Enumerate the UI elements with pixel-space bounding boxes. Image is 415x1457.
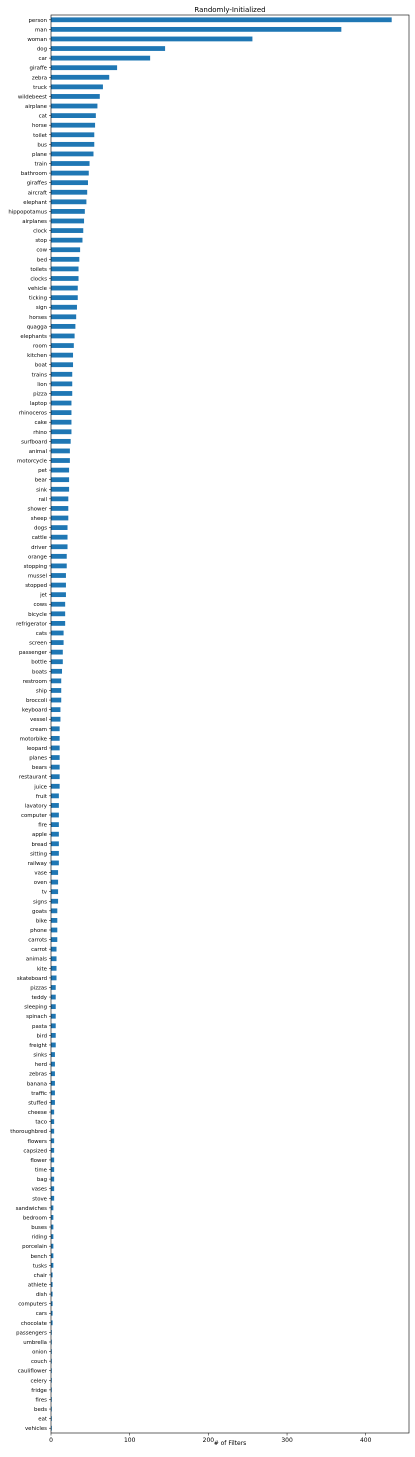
category-label: time — [34, 1167, 47, 1174]
category-label: cauliflower — [17, 1368, 47, 1375]
bar-aircraft — [51, 190, 87, 195]
bar-shower — [51, 506, 68, 511]
category-label: man — [35, 27, 47, 34]
category-label: eat — [38, 1416, 47, 1423]
bar-giraffe — [51, 65, 117, 70]
category-label: chocolate — [20, 1320, 47, 1327]
category-label: porcelain — [22, 1244, 47, 1251]
category-label: cows — [33, 602, 47, 609]
category-label: woman — [27, 36, 47, 43]
category-label: juice — [34, 784, 47, 791]
category-label: herd — [34, 1062, 47, 1069]
bar-screen — [51, 640, 64, 645]
bar-ticking — [51, 295, 78, 300]
bar-laptop — [51, 401, 71, 406]
category-label: cat — [38, 113, 47, 120]
bar-pizza — [51, 391, 72, 396]
category-label: boats — [32, 669, 47, 676]
category-label: bread — [31, 841, 47, 848]
bar-orange — [51, 554, 67, 559]
bar-stop — [51, 238, 82, 243]
bar-toilets — [51, 267, 79, 272]
bar-bench — [51, 1253, 53, 1258]
bar-bus — [51, 142, 94, 147]
bar-hippopotamus — [51, 209, 85, 214]
category-label: dish — [35, 1292, 47, 1299]
bar-bag — [51, 1177, 54, 1182]
category-label: cars — [35, 1311, 47, 1318]
category-label: buses — [31, 1225, 47, 1232]
category-label: signs — [33, 899, 47, 906]
bar-refrigerator — [51, 621, 65, 626]
bar-bathroom — [51, 171, 89, 176]
category-label: sink — [36, 487, 47, 494]
bar-carrots — [51, 937, 57, 942]
bar-bread — [51, 841, 59, 846]
category-label: thoroughbred — [10, 1129, 47, 1136]
bar-pasta — [51, 1023, 56, 1028]
bar-bird — [51, 1033, 56, 1038]
category-label: bed — [36, 257, 47, 264]
category-label: leopard — [26, 745, 47, 752]
category-label: dogs — [34, 525, 47, 532]
bar-elephants — [51, 334, 75, 339]
bar-skateboard — [51, 976, 57, 981]
category-label: celery — [30, 1378, 47, 1385]
category-label: cheese — [27, 1110, 47, 1117]
bar-cat — [51, 113, 96, 118]
category-label: railway — [27, 860, 47, 867]
category-label: ticking — [28, 295, 47, 302]
category-label: pizza — [33, 391, 47, 398]
bar-kitchen — [51, 353, 73, 358]
bar-stuffed — [51, 1100, 55, 1105]
bar-motorbike — [51, 736, 60, 741]
category-tick-labels — [8, 18, 51, 1432]
category-label: broccoli — [25, 698, 47, 705]
bar-cake — [51, 420, 71, 425]
category-label: bus — [37, 142, 47, 149]
category-label: apple — [32, 832, 47, 839]
category-label: oven — [33, 880, 47, 887]
category-label: sandwiches — [15, 1205, 47, 1212]
bar-leopard — [51, 746, 60, 751]
bar-clocks — [51, 276, 79, 281]
category-label: sleeping — [24, 1004, 47, 1011]
bar-rhino — [51, 429, 71, 434]
category-label: athlete — [27, 1282, 47, 1289]
bar-surfboard — [51, 439, 71, 444]
category-label: mussel — [27, 573, 47, 580]
category-label: airplanes — [22, 218, 47, 225]
bar-passenger — [51, 650, 63, 655]
category-label: cats — [35, 630, 47, 637]
bar-buses — [51, 1225, 53, 1230]
bar-carrot — [51, 947, 57, 952]
bar-room — [51, 343, 74, 348]
category-label: sign — [35, 305, 47, 312]
bar-lavatory — [51, 803, 59, 808]
bar-banana — [51, 1081, 55, 1086]
bar-animal — [51, 449, 70, 454]
bar-thoroughbred — [51, 1129, 54, 1134]
bar-sandwiches — [51, 1205, 53, 1210]
bar-vase — [51, 870, 58, 875]
category-label: kite — [36, 966, 47, 973]
category-label: phone — [30, 927, 47, 934]
bar-phone — [51, 928, 57, 933]
bar-tv — [51, 889, 58, 894]
category-label: lavatory — [24, 803, 47, 810]
category-label: animals — [25, 956, 47, 963]
bar-restaurant — [51, 774, 60, 779]
bar-cows — [51, 602, 65, 607]
bar-airplane — [51, 104, 97, 109]
category-label: rhino — [33, 429, 47, 436]
category-label: spinach — [26, 1014, 47, 1021]
x-axis — [49, 1433, 372, 1444]
category-label: stove — [32, 1196, 47, 1203]
bar-pizzas — [51, 985, 56, 990]
bar-flower — [51, 1158, 54, 1163]
category-label: aircraft — [27, 190, 47, 197]
bar-sign — [51, 305, 77, 310]
bar-time — [51, 1167, 54, 1172]
bar-planes — [51, 755, 60, 760]
bar-capsized — [51, 1148, 54, 1153]
bar-apple — [51, 832, 59, 837]
category-label: passenger — [18, 650, 47, 657]
bar-bedroom — [51, 1215, 53, 1220]
category-label: refrigerator — [16, 621, 47, 628]
category-label: dog — [36, 46, 47, 53]
category-label: vehicles — [24, 1426, 47, 1433]
bar-kite — [51, 966, 57, 971]
category-label: screen — [29, 640, 47, 647]
category-label: riding — [31, 1234, 47, 1241]
category-label: vehicle — [27, 286, 47, 293]
bar-oven — [51, 880, 58, 885]
category-label: vessel — [30, 717, 47, 724]
category-label: passengers — [16, 1330, 47, 1337]
category-label: elephant — [23, 199, 47, 206]
bar-fire — [51, 822, 59, 827]
category-label: teddy — [31, 995, 47, 1002]
bar-vessel — [51, 717, 60, 722]
category-label: cow — [36, 247, 47, 254]
category-label: bike — [35, 918, 47, 925]
bar-quagga — [51, 324, 75, 329]
x-tick-label: 200 — [202, 1437, 215, 1444]
bar-stopped — [51, 583, 66, 588]
bar-porcelain — [51, 1244, 53, 1249]
bar-taco — [51, 1119, 54, 1124]
category-label: bench — [30, 1253, 47, 1260]
category-label: capsized — [23, 1148, 47, 1155]
category-label: rhinoceros — [18, 410, 47, 417]
category-label: stopping — [23, 563, 47, 570]
bar-fruit — [51, 793, 59, 798]
category-label: bathroom — [20, 171, 47, 178]
bar-broccoli — [51, 698, 61, 703]
category-label: keyboard — [21, 707, 47, 714]
category-label: pet — [38, 468, 47, 475]
category-label: bicycle — [28, 611, 47, 618]
bar-sleeping — [51, 1004, 56, 1009]
category-label: zebra — [31, 75, 47, 82]
category-label: orange — [28, 554, 47, 561]
bar-sinks — [51, 1052, 55, 1057]
category-label: truck — [33, 84, 47, 91]
category-label: jet — [40, 592, 47, 599]
category-label: motorbike — [19, 736, 47, 743]
bar-horses — [51, 314, 76, 319]
category-label: stop — [35, 238, 47, 245]
x-axis-label: # of Filters — [213, 1440, 247, 1447]
bar-animals — [51, 956, 57, 961]
bar-signs — [51, 899, 58, 904]
category-label: pizzas — [30, 985, 47, 992]
bar-man — [51, 27, 341, 32]
category-label: room — [33, 343, 47, 350]
bar-stove — [51, 1196, 54, 1201]
bar-wildebeest — [51, 94, 100, 99]
bar-keyboard — [51, 707, 60, 712]
bar-bear — [51, 477, 69, 482]
bar-bears — [51, 765, 60, 770]
bar-sheep — [51, 516, 68, 521]
category-label: stopped — [25, 583, 47, 590]
x-tick-label: 400 — [359, 1437, 372, 1444]
bar-riding — [51, 1234, 53, 1239]
category-label: fire — [38, 822, 47, 829]
bars-group — [51, 17, 392, 1430]
category-label: restaurant — [18, 774, 47, 781]
category-label: zebras — [29, 1071, 47, 1078]
bar-zebras — [51, 1071, 55, 1076]
category-label: lion — [37, 381, 47, 388]
bar-airplanes — [51, 219, 84, 224]
bar-bicycle — [51, 611, 65, 616]
category-label: clocks — [30, 276, 47, 283]
category-label: vases — [31, 1186, 47, 1193]
category-label: freight — [29, 1042, 47, 1049]
x-tick-label: 100 — [123, 1437, 136, 1444]
category-label: kitchen — [27, 353, 47, 360]
category-label: goats — [32, 908, 47, 915]
category-label: giraffe — [29, 65, 47, 72]
bar-restroom — [51, 678, 61, 683]
bar-goats — [51, 908, 57, 913]
bar-railway — [51, 861, 59, 866]
bar-vases — [51, 1186, 54, 1191]
bar-cow — [51, 247, 80, 252]
category-label: fridge — [31, 1387, 47, 1394]
category-label: cake — [34, 420, 47, 427]
bar-train — [51, 161, 90, 166]
category-label: hippopotamus — [8, 209, 47, 216]
bar-stopping — [51, 564, 67, 569]
category-label: carrot — [31, 947, 47, 954]
category-label: vase — [34, 870, 47, 877]
bar-juice — [51, 784, 60, 789]
category-label: couch — [30, 1359, 47, 1366]
bar-pet — [51, 468, 69, 473]
category-label: bag — [36, 1177, 47, 1184]
bar-bottle — [51, 659, 63, 664]
plot-frame — [51, 15, 409, 1433]
category-label: wildebeest — [17, 94, 47, 101]
category-label: flowers — [27, 1138, 47, 1145]
category-label: computers — [18, 1301, 47, 1308]
bar-person — [51, 17, 392, 22]
category-label: rail — [38, 496, 47, 503]
category-label: sitting — [30, 851, 47, 858]
category-label: taco — [35, 1119, 47, 1126]
bar-elephant — [51, 199, 86, 204]
bar-lion — [51, 381, 72, 386]
bar-dogs — [51, 525, 68, 530]
bar-motorcycle — [51, 458, 70, 463]
category-label: elephants — [20, 333, 47, 340]
bar-car — [51, 56, 150, 61]
bar-giraffes — [51, 180, 88, 185]
bar-traffic — [51, 1090, 55, 1095]
category-label: animal — [28, 448, 47, 455]
category-label: pasta — [32, 1023, 47, 1030]
bar-bed — [51, 257, 79, 262]
category-label: stuffed — [28, 1100, 47, 1107]
category-label: driver — [31, 544, 47, 551]
category-label: ship — [35, 688, 47, 695]
bar-cheese — [51, 1110, 54, 1115]
category-label: shower — [27, 506, 47, 513]
category-label: banana — [26, 1081, 47, 1088]
bar-rail — [51, 496, 68, 501]
category-label: horses — [29, 314, 47, 321]
bar-boats — [51, 669, 62, 674]
bar-jet — [51, 592, 66, 597]
category-label: umbrella — [23, 1339, 47, 1346]
category-label: restroom — [22, 678, 47, 685]
category-label: beds — [34, 1407, 47, 1414]
category-label: traffic — [31, 1090, 47, 1097]
category-label: plane — [32, 151, 47, 158]
bar-vehicle — [51, 286, 78, 291]
category-label: flower — [30, 1157, 47, 1164]
category-label: airplane — [25, 104, 47, 111]
category-label: sinks — [33, 1052, 47, 1059]
category-label: cream — [30, 726, 47, 733]
bar-mussel — [51, 573, 66, 578]
category-label: carrots — [28, 937, 47, 944]
chart-title: Randomly-Initialized — [194, 6, 266, 14]
bar-spinach — [51, 1014, 56, 1019]
bar-dog — [51, 46, 165, 51]
bar-herd — [51, 1062, 55, 1067]
bar-boat — [51, 362, 73, 367]
category-label: person — [28, 17, 47, 24]
bar-truck — [51, 84, 103, 89]
bar-rhinoceros — [51, 410, 71, 415]
category-label: toilets — [30, 266, 47, 273]
bar-cats — [51, 631, 64, 636]
category-label: car — [38, 56, 47, 63]
x-tick-label: 0 — [49, 1437, 53, 1444]
category-label: trains — [31, 372, 47, 379]
category-label: bear — [34, 477, 47, 484]
bar-freight — [51, 1043, 56, 1048]
category-label: giraffes — [26, 180, 47, 187]
category-label: toilet — [33, 132, 47, 139]
bar-teddy — [51, 995, 56, 1000]
category-label: surfboard — [21, 439, 47, 446]
category-label: chair — [33, 1272, 47, 1279]
bar-flowers — [51, 1138, 54, 1143]
category-label: bedroom — [22, 1215, 47, 1222]
bar-sitting — [51, 851, 59, 856]
bar-tusks — [51, 1263, 53, 1268]
category-label: fires — [35, 1397, 47, 1404]
bar-clock — [51, 228, 83, 233]
category-label: boat — [34, 362, 47, 369]
category-label: bottle — [31, 659, 47, 666]
category-label: fruit — [35, 793, 47, 800]
bar-zebra — [51, 75, 109, 80]
bar-cattle — [51, 535, 68, 540]
category-label: horse — [31, 123, 47, 130]
category-label: planes — [29, 755, 47, 762]
bar-trains — [51, 372, 72, 377]
category-label: tv — [41, 889, 47, 896]
bar-bike — [51, 918, 57, 923]
category-label: clock — [33, 228, 47, 235]
category-label: quagga — [26, 324, 47, 331]
category-label: train — [34, 161, 47, 168]
category-label: motorcycle — [17, 458, 47, 465]
bar-ship — [51, 688, 61, 693]
bar-sink — [51, 487, 69, 492]
category-label: bird — [36, 1033, 47, 1040]
category-label: sheep — [30, 516, 47, 523]
category-label: cattle — [31, 535, 47, 542]
category-label: bears — [31, 765, 47, 772]
bar-computer — [51, 813, 59, 818]
bar-driver — [51, 544, 68, 549]
x-tick-label: 300 — [281, 1437, 293, 1444]
category-label: computer — [21, 813, 47, 820]
bar-horse — [51, 123, 95, 128]
bar-toilet — [51, 132, 94, 137]
bar-woman — [51, 37, 252, 42]
category-label: onion — [32, 1349, 47, 1356]
bar-plane — [51, 152, 93, 157]
category-label: tusks — [32, 1263, 47, 1270]
category-label: laptop — [29, 401, 47, 408]
category-label: skateboard — [16, 975, 47, 982]
bar-cream — [51, 726, 60, 731]
